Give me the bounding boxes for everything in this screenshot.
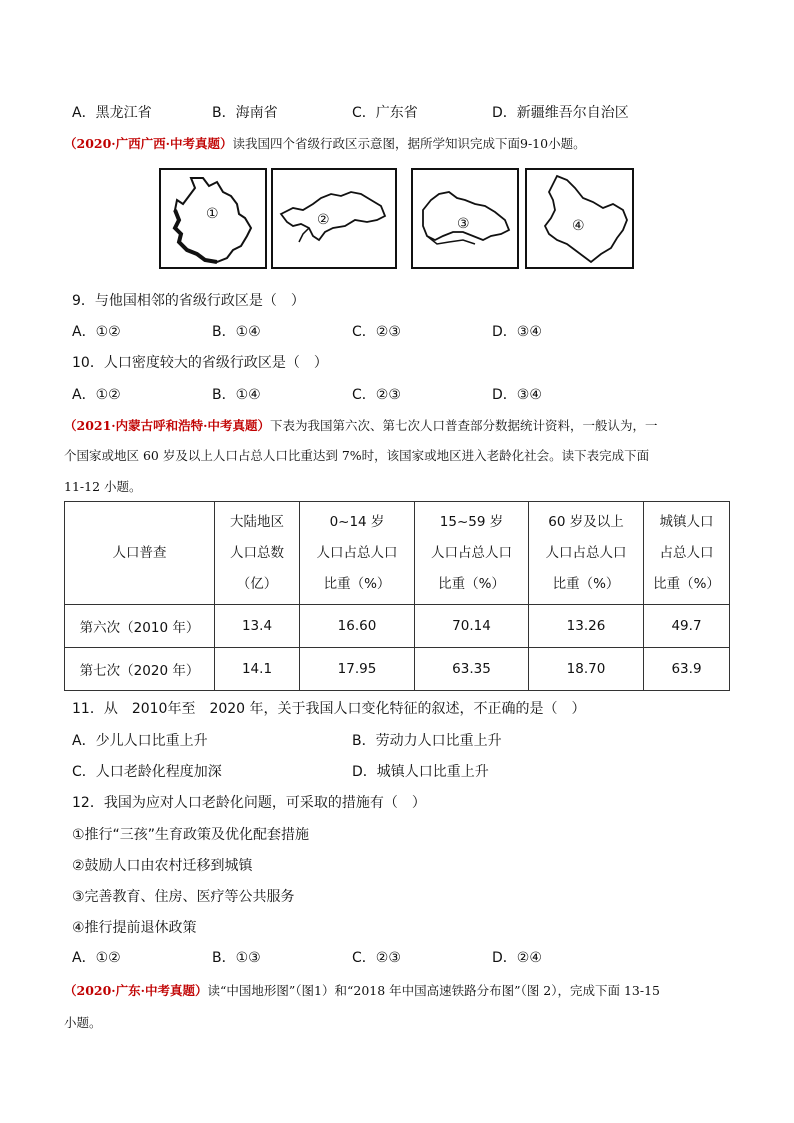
q9-stem: 9．与他国相邻的省级行政区是（ ） (72, 293, 305, 309)
source-tag: （2020·广东·中考真题） (64, 983, 208, 998)
intro-9-10 (64, 134, 586, 152)
map-2 (271, 168, 397, 269)
q11-option-c: C．人口老龄化程度加深 (72, 764, 222, 780)
q11-option-b: B．劳动力人口比重上升 (352, 733, 502, 749)
map-label-4: ④ (572, 218, 585, 234)
q11-stem: 11．从 2010年至 2020 年，关于我国人口变化特征的叙述，不正确的是（ ） (72, 701, 586, 717)
q12-stem: 12．我国为应对人口老龄化问题，可采取的措施有（ ） (72, 795, 426, 811)
table-cell: 13.4 (215, 605, 300, 648)
table-header-row (65, 502, 730, 605)
header-cell: 大陆地区 人口总数 （亿） (215, 502, 300, 605)
census-table (64, 501, 730, 691)
q12-option-d: D．②④ (492, 950, 542, 966)
q8-option-c: C．广东省 (352, 105, 418, 121)
q11-option-d: D．城镇人口比重上升 (352, 764, 489, 780)
intro-text: 读“中国地形图”（图1）和“2018 年中国高速铁路分布图”（图 2），完成下面 13-15 (207, 983, 660, 998)
header-cell: 人口普查 (65, 502, 215, 605)
q12-option-a: A．①② (72, 950, 121, 966)
table-row (65, 648, 730, 691)
q9-option-c: C．②③ (352, 324, 401, 340)
q10-stem: 10．人口密度较大的省级行政区是（ ） (72, 355, 328, 371)
q8-option-b: B．海南省 (212, 105, 278, 121)
table-row (65, 605, 730, 648)
intro-11-12-line1 (64, 416, 658, 434)
q11-option-a: A．少儿人口比重上升 (72, 733, 208, 749)
q9-option-a: A．①② (72, 324, 121, 340)
header-cell: 城镇人口 占总人口 比重（%） (644, 502, 730, 605)
table-cell: 13.26 (529, 605, 644, 648)
q10-option-c: C．②③ (352, 387, 401, 403)
intro-text: 下表为我国第六次、第七次人口普查部分数据统计资料，一般认为，一 (270, 418, 658, 433)
q12-item-2: ②鼓励人口由农村迁移到城镇 (72, 858, 253, 874)
intro-text: 读我国四个省级行政区示意图，据所学知识完成下面9-10小题。 (232, 136, 586, 151)
table-cell: 17.95 (300, 648, 415, 691)
q10-option-d: D．③④ (492, 387, 542, 403)
header-cell: 60 岁及以上 人口占总人口 比重（%） (529, 502, 644, 605)
q10-option-b: B．①④ (212, 387, 261, 403)
table-cell: 14.1 (215, 648, 300, 691)
table-cell: 16.60 (300, 605, 415, 648)
map-label-3: ③ (457, 216, 470, 232)
intro-13-15-line1 (64, 981, 660, 999)
header-cell: 0~14 岁 人口占总人口 比重（%） (300, 502, 415, 605)
source-tag: （2020·广西广西·中考真题） (64, 136, 233, 151)
source-tag: （2021·内蒙古呼和浩特·中考真题） (64, 418, 270, 433)
table-cell: 63.35 (415, 648, 529, 691)
q12-item-3: ③完善教育、住房、医疗等公共服务 (72, 889, 295, 905)
province-maps (159, 168, 634, 271)
intro-11-12-line3: 11-12 小题。 (64, 479, 142, 494)
q8-option-a: A．黑龙江省 (72, 105, 152, 121)
q9-option-d: D．③④ (492, 324, 542, 340)
header-cell: 15~59 岁 人口占总人口 比重（%） (415, 502, 529, 605)
map-label-1: ① (206, 206, 219, 222)
q10-option-a: A．①② (72, 387, 121, 403)
table-cell: 第七次（2020 年） (65, 648, 215, 691)
table-cell: 63.9 (644, 648, 730, 691)
intro-11-12-line2: 个国家或地区 60 岁及以上人口占总人口比重达到 7%时，该国家或地区进入老龄化社会。读下表完成下面 (64, 448, 650, 463)
table-cell: 18.70 (529, 648, 644, 691)
table-cell: 第六次（2010 年） (65, 605, 215, 648)
q8-option-d: D．新疆维吾尔自治区 (492, 105, 629, 121)
q12-option-b: B．①③ (212, 950, 261, 966)
table-cell: 49.7 (644, 605, 730, 648)
q9-option-b: B．①④ (212, 324, 261, 340)
q12-item-1: ①推行“三孩”生育政策及优化配套措施 (72, 827, 310, 843)
q12-option-c: C．②③ (352, 950, 401, 966)
map-label-2: ② (317, 212, 330, 228)
q12-item-4: ④推行提前退休政策 (72, 920, 197, 936)
intro-13-15-line2: 小题。 (64, 1015, 102, 1030)
table-cell: 70.14 (415, 605, 529, 648)
